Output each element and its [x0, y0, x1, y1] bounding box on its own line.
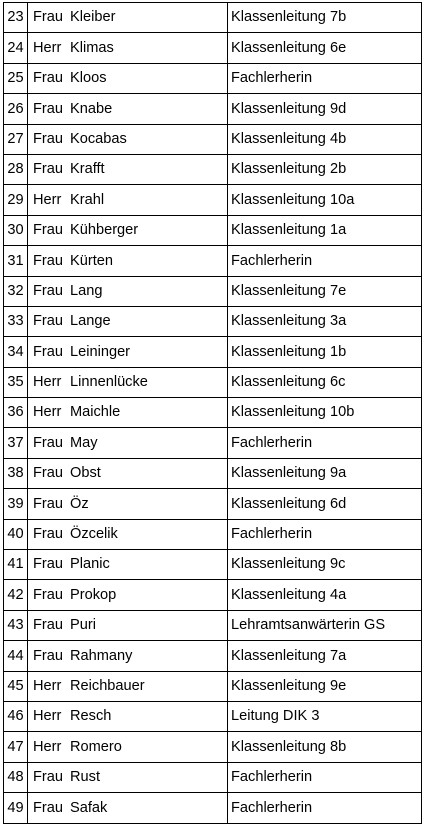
surname: Obst	[70, 465, 101, 482]
surname: Öz	[70, 495, 89, 512]
table-row	[4, 215, 422, 245]
surname: Resch	[70, 708, 112, 725]
surname: Kocabas	[70, 130, 127, 147]
salutation: Frau	[33, 586, 64, 603]
row-number: 43	[4, 610, 28, 640]
role-cell: Klassenleitung 6d	[228, 489, 422, 519]
row-number: 36	[4, 398, 28, 428]
surname: Knabe	[70, 100, 113, 117]
name-cell	[28, 276, 228, 306]
row-number: 38	[4, 458, 28, 488]
row-number: 30	[4, 215, 28, 245]
table-row	[4, 701, 422, 731]
table-row	[4, 367, 422, 397]
surname: Lange	[70, 313, 111, 330]
row-number: 33	[4, 306, 28, 336]
row-number: 28	[4, 154, 28, 184]
table-row	[4, 489, 422, 519]
name-cell	[28, 63, 228, 93]
table-row	[4, 94, 422, 124]
salutation: Herr	[33, 39, 62, 56]
salutation: Frau	[33, 282, 64, 299]
table-row	[4, 3, 422, 33]
role-cell: Klassenleitung 4a	[228, 580, 422, 610]
row-number: 23	[4, 3, 28, 33]
role-cell: Klassenleitung 9c	[228, 550, 422, 580]
staff-table	[3, 2, 422, 824]
salutation: Frau	[33, 9, 64, 26]
role-cell: Lehramtsanwärterin GS	[228, 610, 422, 640]
table-row	[4, 398, 422, 428]
row-number: 39	[4, 489, 28, 519]
surname: Krahl	[70, 191, 105, 208]
surname: Puri	[70, 617, 96, 634]
name-cell	[28, 124, 228, 154]
name-cell	[28, 458, 228, 488]
surname: Lang	[70, 282, 103, 299]
table-row	[4, 154, 422, 184]
role-cell: Fachlerherin	[228, 63, 422, 93]
role-cell: Fachlerherin	[228, 793, 422, 823]
name-cell	[28, 671, 228, 701]
salutation: Frau	[33, 313, 64, 330]
surname: Reichbauer	[70, 677, 145, 694]
role-cell: Klassenleitung 7e	[228, 276, 422, 306]
table-row	[4, 550, 422, 580]
name-cell	[28, 793, 228, 823]
role-cell: Klassenleitung 1a	[228, 215, 422, 245]
surname: Rahmany	[70, 647, 133, 664]
salutation: Frau	[33, 434, 64, 451]
table-row	[4, 793, 422, 823]
salutation: Herr	[33, 374, 62, 391]
row-number: 31	[4, 246, 28, 276]
salutation: Herr	[33, 677, 62, 694]
salutation: Frau	[33, 465, 64, 482]
role-cell: Klassenleitung 7b	[228, 3, 422, 33]
surname: Maichle	[70, 404, 121, 421]
name-cell	[28, 428, 228, 458]
role-cell: Klassenleitung 10a	[228, 185, 422, 215]
table-row	[4, 185, 422, 215]
role-cell: Klassenleitung 8b	[228, 732, 422, 762]
table-row	[4, 428, 422, 458]
row-number: 48	[4, 762, 28, 792]
role-cell: Klassenleitung 1b	[228, 337, 422, 367]
salutation: Frau	[33, 100, 64, 117]
role-cell: Leitung DIK 3	[228, 701, 422, 731]
name-cell	[28, 762, 228, 792]
row-number: 40	[4, 519, 28, 549]
row-number: 45	[4, 671, 28, 701]
row-number: 24	[4, 33, 28, 63]
table-row	[4, 246, 422, 276]
salutation: Frau	[33, 495, 64, 512]
name-cell	[28, 215, 228, 245]
role-cell: Klassenleitung 3a	[228, 306, 422, 336]
table-row	[4, 762, 422, 792]
table-row	[4, 732, 422, 762]
table-row	[4, 63, 422, 93]
row-number: 35	[4, 367, 28, 397]
salutation: Frau	[33, 617, 64, 634]
salutation: Frau	[33, 647, 64, 664]
surname: Krafft	[70, 161, 105, 178]
table-row	[4, 33, 422, 63]
table-row	[4, 458, 422, 488]
name-cell	[28, 306, 228, 336]
row-number: 44	[4, 641, 28, 671]
name-cell	[28, 367, 228, 397]
row-number: 34	[4, 337, 28, 367]
staff-table-body	[4, 3, 422, 824]
salutation: Frau	[33, 252, 64, 269]
name-cell	[28, 641, 228, 671]
role-cell: Klassenleitung 9d	[228, 94, 422, 124]
row-number: 32	[4, 276, 28, 306]
row-number: 25	[4, 63, 28, 93]
row-number: 46	[4, 701, 28, 731]
row-number: 42	[4, 580, 28, 610]
table-row	[4, 276, 422, 306]
surname: Kühberger	[70, 222, 139, 239]
name-cell	[28, 3, 228, 33]
table-row	[4, 580, 422, 610]
role-cell: Klassenleitung 9a	[228, 458, 422, 488]
name-cell	[28, 489, 228, 519]
surname: Kloos	[70, 70, 107, 87]
salutation: Herr	[33, 708, 62, 725]
surname: May	[70, 434, 98, 451]
surname: Özcelik	[70, 526, 118, 543]
role-cell: Klassenleitung 2b	[228, 154, 422, 184]
table-row	[4, 671, 422, 701]
surname: Klimas	[70, 39, 114, 56]
row-number: 47	[4, 732, 28, 762]
name-cell	[28, 94, 228, 124]
table-row	[4, 610, 422, 640]
name-cell	[28, 732, 228, 762]
name-cell	[28, 185, 228, 215]
name-cell	[28, 398, 228, 428]
role-cell: Klassenleitung 4b	[228, 124, 422, 154]
salutation: Frau	[33, 161, 64, 178]
name-cell	[28, 154, 228, 184]
role-cell: Fachlerherin	[228, 762, 422, 792]
table-row	[4, 519, 422, 549]
name-cell	[28, 610, 228, 640]
role-cell: Klassenleitung 6c	[228, 367, 422, 397]
salutation: Frau	[33, 130, 64, 147]
salutation: Herr	[33, 738, 62, 755]
surname: Rust	[70, 769, 101, 786]
name-cell	[28, 580, 228, 610]
surname: Planic	[70, 556, 110, 573]
surname: Leininger	[70, 343, 131, 360]
name-cell	[28, 701, 228, 731]
row-number: 29	[4, 185, 28, 215]
role-cell: Klassenleitung 9e	[228, 671, 422, 701]
row-number: 49	[4, 793, 28, 823]
name-cell	[28, 337, 228, 367]
role-cell: Fachlerherin	[228, 428, 422, 458]
salutation: Frau	[33, 799, 64, 816]
role-cell: Klassenleitung 10b	[228, 398, 422, 428]
surname: Prokop	[70, 586, 117, 603]
role-cell: Klassenleitung 6e	[228, 33, 422, 63]
surname: Linnenlücke	[70, 374, 148, 391]
table-row	[4, 641, 422, 671]
role-cell: Fachlerherin	[228, 246, 422, 276]
salutation: Frau	[33, 556, 64, 573]
row-number: 41	[4, 550, 28, 580]
table-row	[4, 306, 422, 336]
name-cell	[28, 246, 228, 276]
name-cell	[28, 550, 228, 580]
row-number: 27	[4, 124, 28, 154]
name-cell	[28, 519, 228, 549]
salutation: Frau	[33, 526, 64, 543]
surname: Kürten	[70, 252, 113, 269]
salutation: Herr	[33, 191, 62, 208]
surname: Safak	[70, 799, 108, 816]
role-cell: Fachlerherin	[228, 519, 422, 549]
table-row	[4, 124, 422, 154]
salutation: Frau	[33, 769, 64, 786]
salutation: Frau	[33, 70, 64, 87]
row-number: 37	[4, 428, 28, 458]
role-cell: Klassenleitung 7a	[228, 641, 422, 671]
salutation: Frau	[33, 222, 64, 239]
salutation: Frau	[33, 343, 64, 360]
surname: Kleiber	[70, 9, 116, 26]
name-cell	[28, 33, 228, 63]
salutation: Herr	[33, 404, 62, 421]
surname: Romero	[70, 738, 122, 755]
table-row	[4, 337, 422, 367]
row-number: 26	[4, 94, 28, 124]
